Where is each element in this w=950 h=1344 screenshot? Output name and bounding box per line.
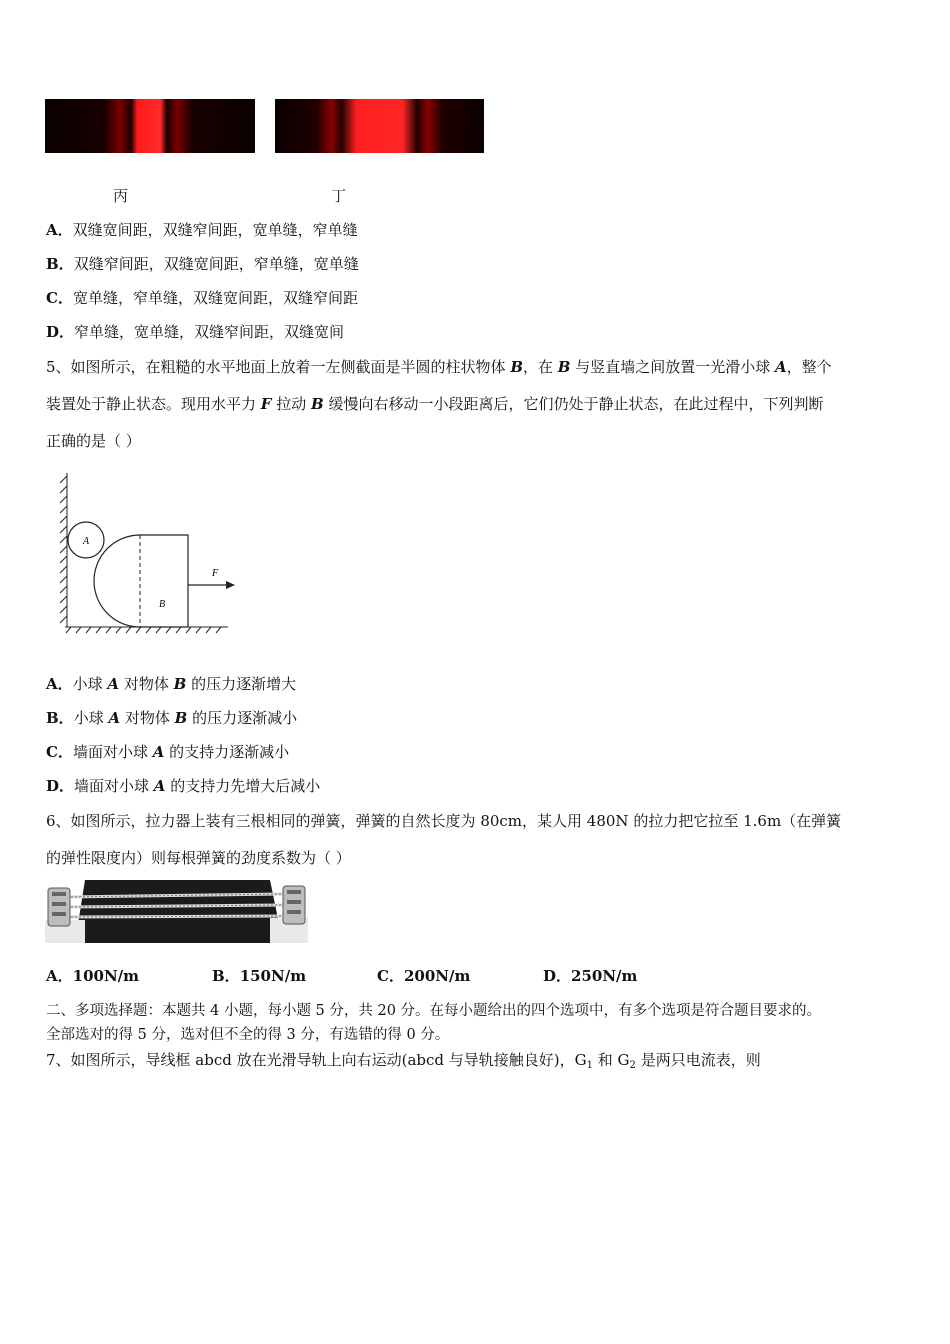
q6-stem-line-2: 的弹性限度内）则每根弹簧的劲度系数为（ ） [46,849,351,867]
q7-stem: 7、如图所示，导线框 abcd 放在光滑导轨上向右运动(abcd 与导轨接触良好)，$G_1$ 和 $G_2$ 是两只电流表，则 [46,1051,761,1071]
q5-option-a: A．小球 A 对物体 B 的压力逐渐增大 [46,675,297,693]
q5-option-b: B．小球 A 对物体 B 的压力逐渐减小 [46,709,298,727]
section-2-heading-line-2: 全部选对的得 5 分，选对但不全的得 3 分，有选错的得 0 分。 [46,1027,450,1043]
q6-option-d: D．250N/m [543,967,638,985]
spring-expander-photo [45,880,308,943]
ground-hatching [65,627,228,633]
q5-stem-line-2: 装置处于静止状态。现用水平力 F 拉动 B 缓慢向右移动一小段距离后，它们仍处于静止状态，在此过程中，下列判断 [46,395,824,413]
label-a: A [83,536,90,547]
q5-stem-line-3: 正确的是（ ） [46,432,141,450]
wall-hatching [60,473,67,627]
q5-option-c: C．墙面对小球 A 的支持力逐渐减小 [46,743,290,761]
force-f-arrowhead [226,581,235,589]
q6-option-b: B．150N/m [212,967,307,985]
pattern-label-bing: 丙 [113,187,129,205]
q6-option-a: A．100N/m [46,967,140,985]
pattern-image-ding [275,99,484,153]
q6-stem-line-1: 6、如图所示，拉力器上装有三根相同的弹簧，弹簧的自然长度为 80cm，某人用 480N 的拉力把它拉至 1.6m（在弹簧 [46,812,842,830]
q5-diagram [55,468,245,638]
q5-option-d: D．墙面对小球 A 的支持力先增大后减小 [46,777,321,795]
body-b [94,535,188,627]
pattern-label-ding: 丁 [331,187,347,205]
q4-option-a: A．双缝宽间距，双缝窄间距，宽单缝，窄单缝 [46,221,358,239]
pattern-image-bing [45,99,255,153]
label-f: F [212,568,219,579]
q4-option-b: B．双缝窄间距，双缝宽间距，窄单缝，宽单缝 [46,255,359,273]
q4-option-c: C．宽单缝，窄单缝，双缝宽间距，双缝窄间距 [46,289,358,307]
section-2-heading-line-1: 二、多项选择题：本题共 4 小题，每小题 5 分，共 20 分。在每小题给出的四个选项中，有多个选项是符合题目要求的。 [46,1003,822,1019]
q5-stem-line-1: 5、如图所示，在粗糙的水平地面上放着一左侧截面是半圆的柱状物体 B，在 B 与竖直墙之间放置一光滑小球 A，整个 [46,358,832,376]
q4-option-d: D．窄单缝，宽单缝，双缝窄间距，双缝宽间 [46,323,345,341]
label-b: B [159,599,166,610]
q6-option-c: C．200N/m [377,967,471,985]
